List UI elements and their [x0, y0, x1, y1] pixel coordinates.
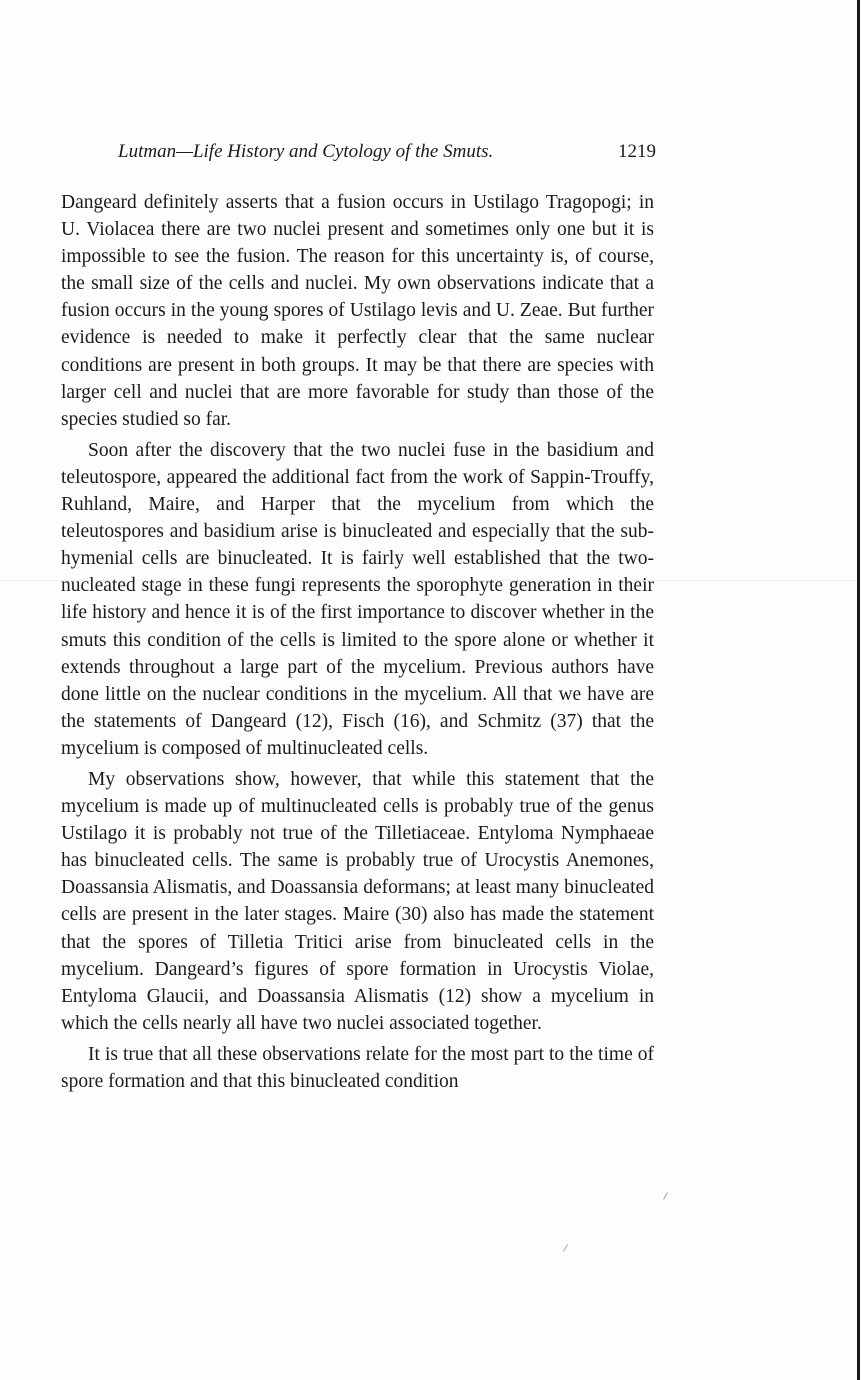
paragraph-4: It is true that all these observations relate for the most part to the time of spore formation and that this binucleated condition [61, 1043, 654, 1092]
body-text [61, 189, 654, 1099]
paragraph-1: Dangeard definitely asserts that a fusion occurs in Ustilago Tragopogi; in U. Violacea there are two nuclei present and sometimes only one but it is impossible to see the fusion. The reason for this uncertainty is, of course, the small size of the cells and nuclei. My own observations indicate that a fusion occurs in the young spores of Ustilago levis and U. Zeae. But further evidence is needed to make it perfectly clear that the same nuclear conditions are present in both groups. It may be that there are species with larger cell and nuclei that are more favorable for study than those of the species studied so far. [61, 192, 654, 430]
paragraph-2: Soon after the discovery that the two nuclei fuse in the basidium and teleutospore, appeared the additional fact from the work of Sappin-Trouffy, Ruhland, Maire, and Harper that the mycelium from which the teleutospores and basidium arise is binucleated and especially that the sub-hymenial cells are binucleated. It is fairly well established that the two-nucleated stage in these fungi represents the sporophyte generation in their life history and hence it is of the first importance to discover whether in the smuts this condition of the cells is limited to the spore alone or whether it extends throughout a large part of the mycelium. Previous authors have done little on the nuclear conditions in the mycelium. All that we have are the statements of Dangeard (12), Fisch (16), and Schmitz (37) that the mycelium is composed of multinucleated cells. [61, 439, 654, 759]
running-header [118, 141, 656, 169]
page-number: 1219 [618, 141, 656, 162]
stray-mark [563, 1244, 568, 1251]
running-title: Lutman—Life History and Cytology of the Smuts. [118, 141, 494, 162]
stray-mark [663, 1192, 668, 1199]
paragraph-3: My observations show, however, that while this statement that the mycelium is made up of multinucleated cells is probably true of the genus Ustilago it is probably not true of the Tilletiaceae. Entyloma Nymphaeae has binucleated cells. The same is probably true of Urocystis Anemones, Doassansia Alismatis, and Doassansia deformans; at least many binucleated cells are present in the later stages. Maire (30) also has made the statement that the spores of Tilletia Tritici arise from binucleated cells in the mycelium. Dangeard’s figures of spore formation in Urocystis Violae, Entyloma Glaucii, and Doassansia Alismatis (12) show a mycelium in which the cells nearly all have two nuclei associated together. [61, 768, 654, 1034]
